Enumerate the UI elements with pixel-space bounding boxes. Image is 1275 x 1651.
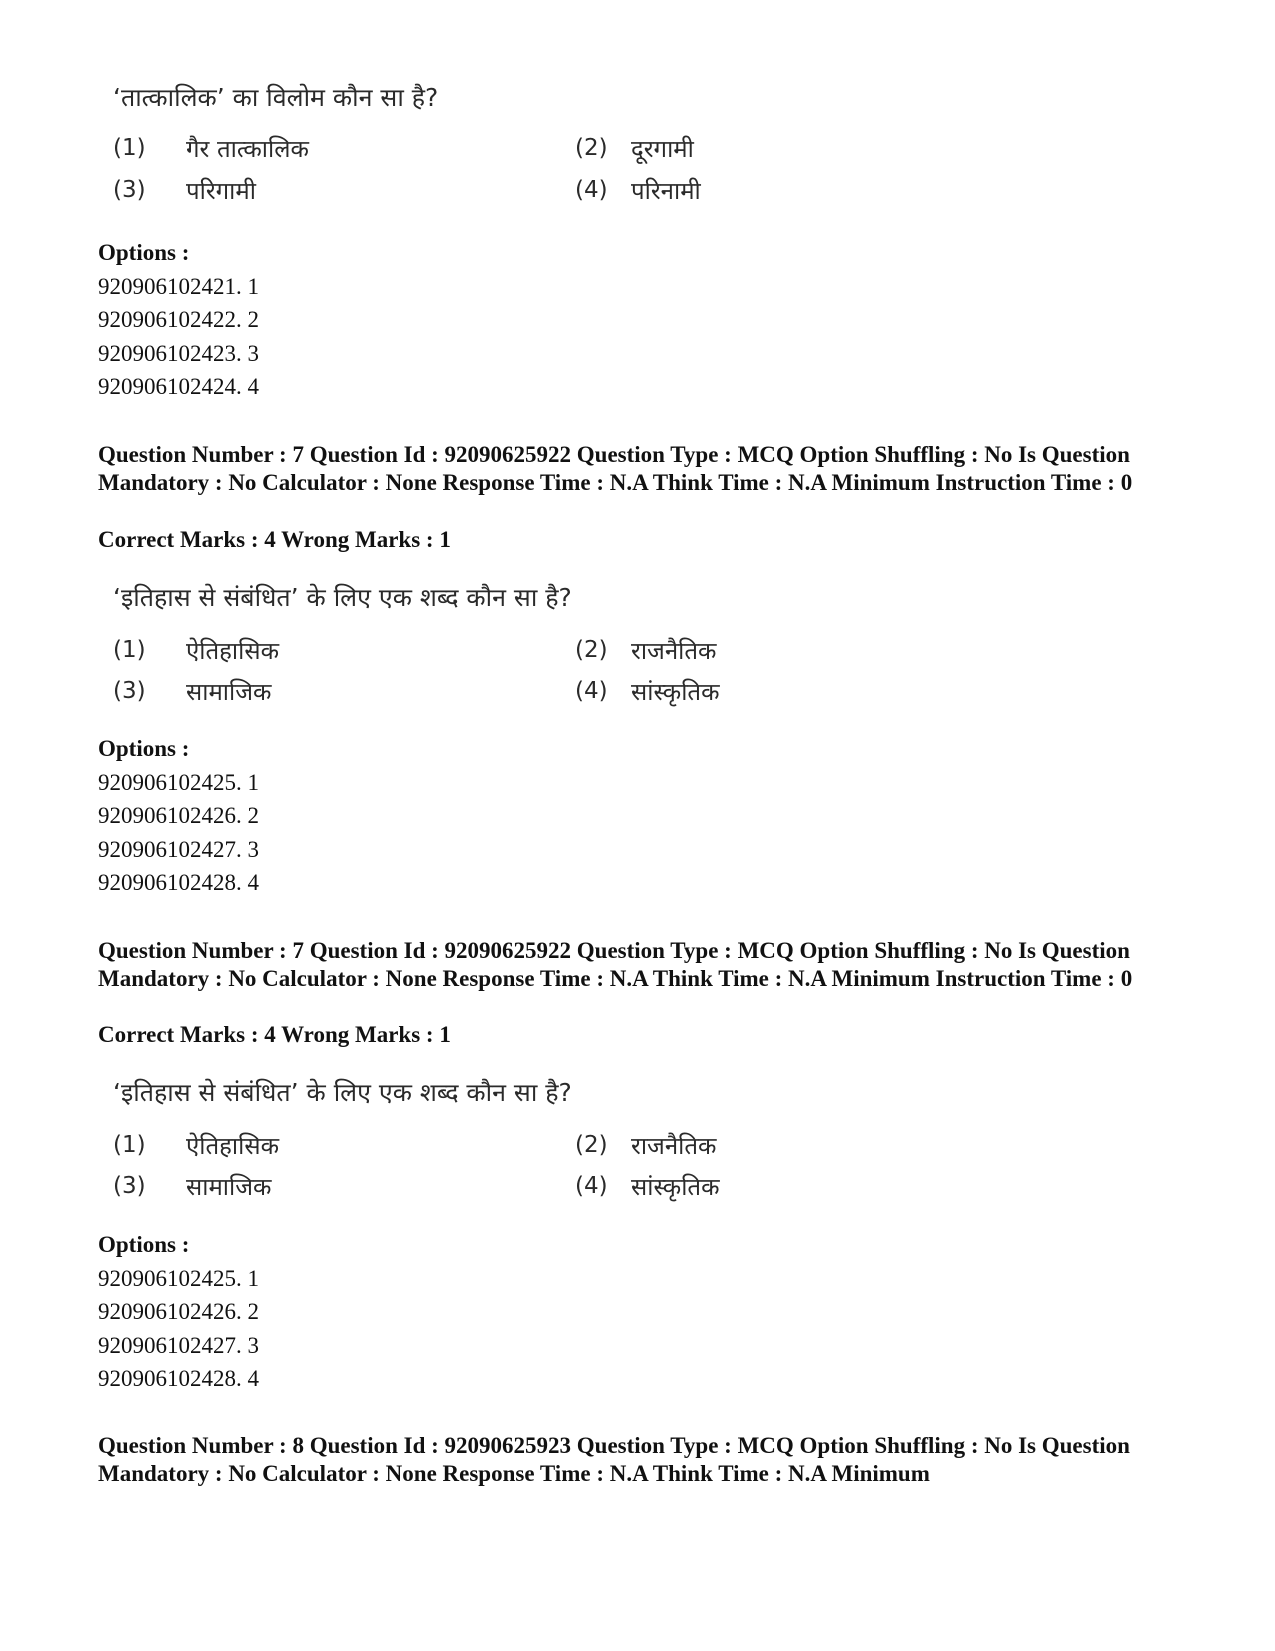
option-number: (4) [575, 678, 608, 704]
option-text: परिगामी [186, 177, 256, 205]
option-number: (1) [113, 135, 146, 161]
option-text: ऐतिहासिक [186, 637, 279, 665]
option-number: (3) [113, 1173, 146, 1199]
option-id: 920906102428. 4 [98, 870, 259, 895]
question-text: ‘इतिहास से संबंधित’ के लिए एक शब्द कौन सा है? [113, 583, 572, 612]
options-list [98, 236, 259, 404]
option-id: 920906102426. 2 [98, 1299, 259, 1324]
option-text: राजनैतिक [631, 1132, 717, 1160]
option-number: (2) [575, 1132, 608, 1158]
option-number: (4) [575, 177, 608, 203]
options-list [98, 732, 259, 900]
option-text: सांस्कृतिक [631, 1173, 720, 1201]
marks-line: Correct Marks : 4 Wrong Marks : 1 [98, 527, 451, 552]
options-title: Options : [98, 1232, 190, 1257]
option-id: 920906102421. 1 [98, 273, 259, 299]
option-number: (2) [575, 637, 608, 663]
options-title: Options : [98, 736, 190, 761]
option-text: गैर तात्कालिक [186, 135, 309, 163]
option-id: 920906102423. 3 [98, 340, 259, 366]
marks-line: Correct Marks : 4 Wrong Marks : 1 [98, 1022, 451, 1047]
option-number: (4) [575, 1173, 608, 1199]
options-list [98, 1228, 259, 1396]
options-title: Options : [98, 240, 190, 265]
option-id: 920906102425. 1 [98, 769, 259, 795]
option-number: (1) [113, 1132, 146, 1158]
option-number: (3) [113, 678, 146, 704]
option-text: सांस्कृतिक [631, 678, 720, 706]
option-text: ऐतिहासिक [186, 1132, 279, 1160]
option-text: दूरगामी [631, 135, 694, 163]
option-number: (3) [113, 177, 146, 203]
option-id: 920906102427. 3 [98, 836, 259, 862]
question-image-2 [113, 580, 833, 710]
option-text: राजनैतिक [631, 637, 717, 665]
question-image-1 [113, 80, 833, 210]
question-meta: Question Number : 7 Question Id : 92090625922 Question Type : MCQ Option Shuffling : No Is Question Mandatory : No Calculator : None Response Time : N.A Think Time : N.A Minimum Instruction Time : 0 [98, 442, 1133, 495]
option-number: (2) [575, 135, 608, 161]
question-image-3 [113, 1075, 833, 1205]
option-text: परिनामी [631, 177, 701, 205]
question-text: ‘इतिहास से संबंधित’ के लिए एक शब्द कौन सा है? [113, 1078, 572, 1107]
option-id: 920906102428. 4 [98, 1366, 259, 1391]
question-meta: Question Number : 8 Question Id : 92090625923 Question Type : MCQ Option Shuffling : No Is Question Mandatory : No Calculator : None Response Time : N.A Think Time : N.A Minimum [98, 1433, 1130, 1486]
option-id: 920906102425. 1 [98, 1265, 259, 1291]
question-meta: Question Number : 7 Question Id : 92090625922 Question Type : MCQ Option Shuffling : No Is Question Mandatory : No Calculator : None Response Time : N.A Think Time : N.A Minimum Instruction Time : 0 [98, 938, 1133, 991]
option-text: सामाजिक [186, 1173, 272, 1201]
option-text: सामाजिक [186, 678, 272, 706]
option-id: 920906102422. 2 [98, 307, 259, 332]
option-id: 920906102424. 4 [98, 374, 259, 399]
question-text: ‘तात्कालिक’ का विलोम कौन सा है? [113, 83, 439, 112]
option-number: (1) [113, 637, 146, 663]
option-id: 920906102427. 3 [98, 1332, 259, 1358]
option-id: 920906102426. 2 [98, 803, 259, 828]
